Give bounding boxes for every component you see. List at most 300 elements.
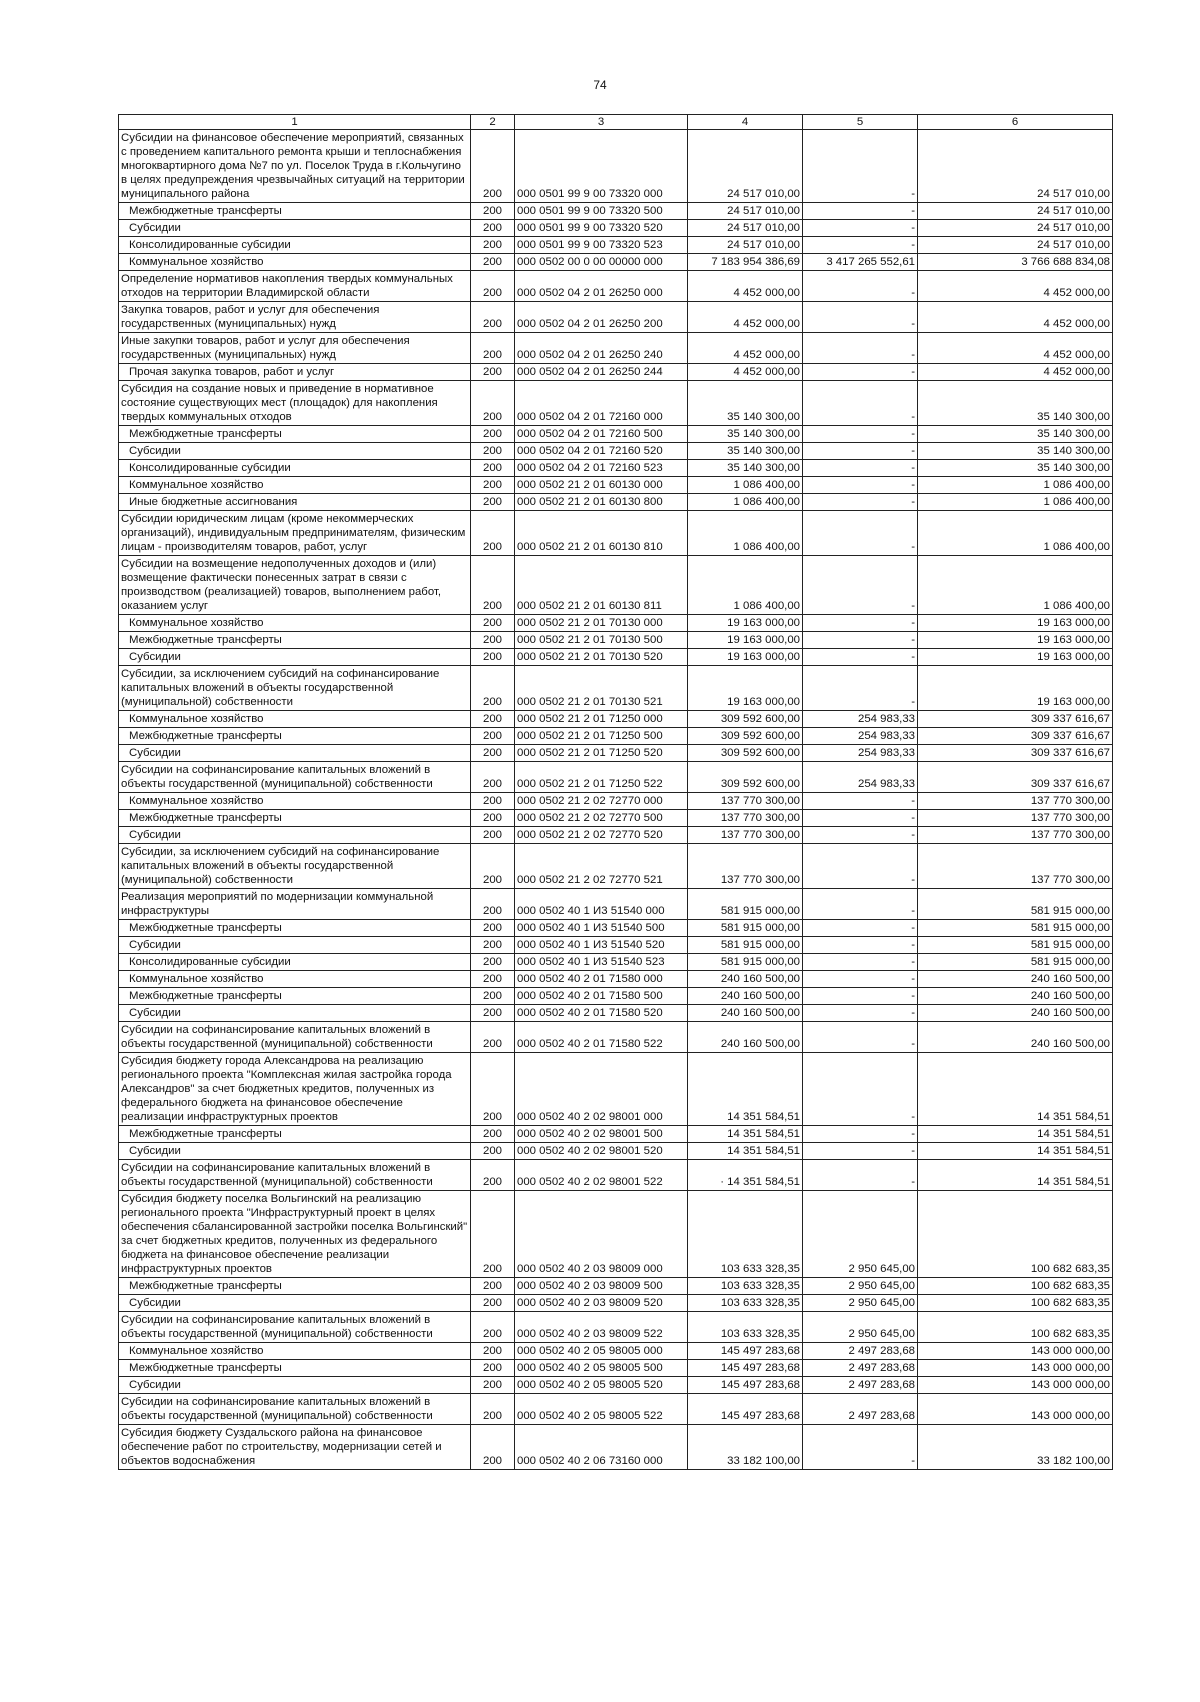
row-kbk-cell: 000 0502 04 2 01 72160 000	[515, 381, 688, 426]
row-value-col5: -	[803, 1126, 918, 1143]
row-value-col4: 33 182 100,00	[688, 1425, 803, 1470]
row-value-col4: 309 592 600,00	[688, 711, 803, 728]
table-row	[119, 477, 1113, 494]
row-value-col6: 4 452 000,00	[918, 302, 1113, 333]
row-value-col6: 19 163 000,00	[918, 666, 1113, 711]
row-code-cell: 200	[471, 810, 515, 827]
row-value-col4: 4 452 000,00	[688, 302, 803, 333]
row-value-col4: 4 452 000,00	[688, 333, 803, 364]
row-value-col6: 240 160 500,00	[918, 1005, 1113, 1022]
row-kbk-cell: 000 0502 40 1 И3 51540 520	[515, 937, 688, 954]
row-kbk-cell: 000 0502 40 2 05 98005 000	[515, 1343, 688, 1360]
row-value-col6: 35 140 300,00	[918, 443, 1113, 460]
row-name-cell: Субсидии	[119, 745, 471, 762]
row-value-col5: -	[803, 130, 918, 203]
row-name-cell: Определение нормативов накопления твердых коммунальных отходов на территории Владимирской области	[119, 271, 471, 302]
row-value-col6: 143 000 000,00	[918, 1377, 1113, 1394]
row-value-col4: 19 163 000,00	[688, 615, 803, 632]
row-value-col6: 137 770 300,00	[918, 827, 1113, 844]
row-value-col5: -	[803, 203, 918, 220]
row-kbk-cell: 000 0502 40 2 06 73160 000	[515, 1425, 688, 1470]
row-kbk-cell: 000 0502 40 2 05 98005 522	[515, 1394, 688, 1425]
row-kbk-cell: 000 0502 21 2 01 60130 000	[515, 477, 688, 494]
row-value-col5: -	[803, 1143, 918, 1160]
table-row	[119, 460, 1113, 477]
row-value-col5: -	[803, 511, 918, 556]
row-value-col4: 145 497 283,68	[688, 1343, 803, 1360]
row-kbk-cell: 000 0501 99 9 00 73320 520	[515, 220, 688, 237]
row-code-cell: 200	[471, 1295, 515, 1312]
row-value-col4: 137 770 300,00	[688, 810, 803, 827]
row-value-col5: -	[803, 1005, 918, 1022]
row-value-col4: 7 183 954 386,69	[688, 254, 803, 271]
row-code-cell: 200	[471, 666, 515, 711]
row-code-cell: 200	[471, 381, 515, 426]
row-name-cell: Межбюджетные трансферты	[119, 920, 471, 937]
table-row	[119, 844, 1113, 889]
row-value-col6: 14 351 584,51	[918, 1053, 1113, 1126]
page-number: 74	[593, 78, 607, 92]
row-value-col6: 581 915 000,00	[918, 937, 1113, 954]
row-kbk-cell: 000 0502 21 2 01 71250 000	[515, 711, 688, 728]
row-value-col5: 254 983,33	[803, 711, 918, 728]
row-value-col4: 1 086 400,00	[688, 494, 803, 511]
row-name-cell: Коммунальное хозяйство	[119, 1343, 471, 1360]
row-name-cell: Субсидии на софинансирование капитальных вложений в объекты государственной (муниципальной) собственности	[119, 1022, 471, 1053]
column-number-row	[119, 115, 1113, 130]
row-value-col6: 100 682 683,35	[918, 1312, 1113, 1343]
row-kbk-cell: 000 0502 04 2 01 26250 240	[515, 333, 688, 364]
row-value-col6: 33 182 100,00	[918, 1425, 1113, 1470]
row-value-col5: -	[803, 494, 918, 511]
table-row	[119, 649, 1113, 666]
row-value-col4: 581 915 000,00	[688, 920, 803, 937]
row-name-cell: Субсидии	[119, 1143, 471, 1160]
row-value-col5: -	[803, 793, 918, 810]
row-name-cell: Коммунальное хозяйство	[119, 254, 471, 271]
row-value-col5: -	[803, 937, 918, 954]
row-code-cell: 200	[471, 237, 515, 254]
row-code-cell: 200	[471, 971, 515, 988]
table-row	[119, 711, 1113, 728]
row-name-cell: Субсидии на софинансирование капитальных вложений в объекты государственной (муниципальной) собственности	[119, 762, 471, 793]
table-row	[119, 1191, 1113, 1278]
row-value-col6: 137 770 300,00	[918, 844, 1113, 889]
row-code-cell: 200	[471, 1160, 515, 1191]
table-row	[119, 443, 1113, 460]
row-value-col5: 2 497 283,68	[803, 1394, 918, 1425]
row-value-col4: 14 351 584,51	[688, 1126, 803, 1143]
table-row	[119, 1022, 1113, 1053]
row-value-col4: 24 517 010,00	[688, 130, 803, 203]
row-name-cell: Субсидии	[119, 1377, 471, 1394]
row-value-col5: -	[803, 988, 918, 1005]
row-value-col5: 2 950 645,00	[803, 1278, 918, 1295]
row-value-col5: -	[803, 364, 918, 381]
row-code-cell: 200	[471, 1360, 515, 1377]
row-value-col5: -	[803, 556, 918, 615]
row-name-cell: Субсидии юридическим лицам (кроме некоммерческих организаций), индивидуальным предпринимателям, физическим лицам - производителям товаров, работ, услуг	[119, 511, 471, 556]
row-name-cell: Субсидии	[119, 443, 471, 460]
row-name-cell: Межбюджетные трансферты	[119, 1126, 471, 1143]
row-name-cell: Коммунальное хозяйство	[119, 477, 471, 494]
row-kbk-cell: 000 0502 40 2 03 98009 500	[515, 1278, 688, 1295]
row-value-col4: 137 770 300,00	[688, 827, 803, 844]
row-value-col5: 2 497 283,68	[803, 1343, 918, 1360]
row-value-col6: 309 337 616,67	[918, 711, 1113, 728]
table-row	[119, 254, 1113, 271]
row-name-cell: Межбюджетные трансферты	[119, 988, 471, 1005]
row-value-col4: 24 517 010,00	[688, 220, 803, 237]
row-kbk-cell: 000 0502 40 1 И3 51540 523	[515, 954, 688, 971]
row-value-col5: -	[803, 920, 918, 937]
row-code-cell: 200	[471, 1394, 515, 1425]
row-code-cell: 200	[471, 1377, 515, 1394]
row-value-col6: 24 517 010,00	[918, 220, 1113, 237]
column-header-4: 4	[688, 115, 803, 130]
row-value-col5: -	[803, 1160, 918, 1191]
row-value-col6: 35 140 300,00	[918, 426, 1113, 443]
row-code-cell: 200	[471, 203, 515, 220]
table-row	[119, 203, 1113, 220]
row-value-col6: 1 086 400,00	[918, 556, 1113, 615]
column-header-6: 6	[918, 115, 1113, 130]
row-code-cell: 200	[471, 460, 515, 477]
table-row	[119, 615, 1113, 632]
table-row	[119, 632, 1113, 649]
row-name-cell: Иные закупки товаров, работ и услуг для обеспечения государственных (муниципальных) нужд	[119, 333, 471, 364]
row-value-col5: -	[803, 443, 918, 460]
row-kbk-cell: 000 0502 21 2 02 72770 500	[515, 810, 688, 827]
row-name-cell: Субсидии, за исключением субсидий на софинансирование капитальных вложений в объекты государственной (муниципальной) собственности	[119, 844, 471, 889]
row-code-cell: 200	[471, 954, 515, 971]
row-name-cell: Субсидия бюджету города Александрова на реализацию регионального проекта "Комплексная жилая застройка города Александров" за счет бюджетных кредитов, полученных из федерального бюджета на финансовое обеспечение реализации инфраструктурных проектов	[119, 1053, 471, 1126]
table-row	[119, 728, 1113, 745]
row-value-col5: -	[803, 302, 918, 333]
row-kbk-cell: 000 0502 40 2 02 98001 000	[515, 1053, 688, 1126]
row-value-col5: 2 950 645,00	[803, 1191, 918, 1278]
table-row	[119, 271, 1113, 302]
table-row	[119, 810, 1113, 827]
row-value-col4: 103 633 328,35	[688, 1295, 803, 1312]
table-row	[119, 381, 1113, 426]
row-name-cell: Субсидия бюджету поселка Вольгинский на реализацию регионального проекта "Инфраструктурный проект в целях обеспечения сбалансированной застройки поселка Вольгинский" за счет бюджетных кредитов, полученных из федерального бюджета на финансовое обеспечение реализации инфраструктурных проектов	[119, 1191, 471, 1278]
row-name-cell: Субсидии, за исключением субсидий на софинансирование капитальных вложений в объекты государственной (муниципальной) собственности	[119, 666, 471, 711]
row-value-col6: 35 140 300,00	[918, 381, 1113, 426]
row-value-col5: -	[803, 237, 918, 254]
row-value-col5: 2 497 283,68	[803, 1377, 918, 1394]
row-value-col6: 4 452 000,00	[918, 333, 1113, 364]
row-value-col6: 1 086 400,00	[918, 477, 1113, 494]
row-code-cell: 200	[471, 615, 515, 632]
table-row	[119, 237, 1113, 254]
column-header-3: 3	[515, 115, 688, 130]
row-value-col6: 4 452 000,00	[918, 364, 1113, 381]
row-kbk-cell: 000 0502 04 2 01 26250 200	[515, 302, 688, 333]
row-name-cell: Прочая закупка товаров, работ и услуг	[119, 364, 471, 381]
row-value-col6: 309 337 616,67	[918, 728, 1113, 745]
row-value-col4: 1 086 400,00	[688, 556, 803, 615]
row-value-col4: 137 770 300,00	[688, 793, 803, 810]
row-value-col6: 143 000 000,00	[918, 1343, 1113, 1360]
table-row	[119, 556, 1113, 615]
row-value-col4: 309 592 600,00	[688, 728, 803, 745]
row-code-cell: 200	[471, 556, 515, 615]
row-kbk-cell: 000 0502 21 2 01 60130 810	[515, 511, 688, 556]
row-name-cell: Межбюджетные трансферты	[119, 728, 471, 745]
row-kbk-cell: 000 0501 99 9 00 73320 500	[515, 203, 688, 220]
row-value-col5: 2 950 645,00	[803, 1312, 918, 1343]
row-name-cell: Межбюджетные трансферты	[119, 632, 471, 649]
table-row	[119, 511, 1113, 556]
table-row	[119, 1425, 1113, 1470]
row-value-col4: 35 140 300,00	[688, 426, 803, 443]
row-value-col6: 14 351 584,51	[918, 1126, 1113, 1143]
table-row	[119, 426, 1113, 443]
row-name-cell: Субсидии на софинансирование капитальных вложений в объекты государственной (муниципальной) собственности	[119, 1394, 471, 1425]
row-kbk-cell: 000 0502 40 2 05 98005 500	[515, 1360, 688, 1377]
row-code-cell: 200	[471, 1425, 515, 1470]
row-value-col6: 581 915 000,00	[918, 920, 1113, 937]
row-name-cell: Субсидии	[119, 1005, 471, 1022]
row-name-cell: Консолидированные субсидии	[119, 460, 471, 477]
row-kbk-cell: 000 0502 40 2 01 71580 522	[515, 1022, 688, 1053]
row-code-cell: 200	[471, 889, 515, 920]
row-name-cell: Коммунальное хозяйство	[119, 711, 471, 728]
row-name-cell: Субсидии на возмещение недополученных доходов и (или) возмещение фактически понесенных затрат в связи с производством (реализацией) товаров, выполнением работ, оказанием услуг	[119, 556, 471, 615]
row-name-cell: Субсидия бюджету Суздальского района на финансовое обеспечение работ по строительству, модернизации сетей и объектов водоснабжения	[119, 1425, 471, 1470]
row-code-cell: 200	[471, 130, 515, 203]
row-value-col5: -	[803, 426, 918, 443]
row-value-col6: 24 517 010,00	[918, 130, 1113, 203]
row-kbk-cell: 000 0502 21 2 01 70130 000	[515, 615, 688, 632]
table-row	[119, 1377, 1113, 1394]
budget-table	[118, 114, 1113, 1470]
table-row	[119, 1343, 1113, 1360]
table-body	[119, 130, 1113, 1470]
row-value-col6: 100 682 683,35	[918, 1278, 1113, 1295]
row-value-col6: 581 915 000,00	[918, 889, 1113, 920]
row-name-cell: Субсидии на софинансирование капитальных вложений в объекты государственной (муниципальной) собственности	[119, 1312, 471, 1343]
row-value-col5: -	[803, 954, 918, 971]
row-kbk-cell: 000 0502 21 2 01 60130 811	[515, 556, 688, 615]
table-row	[119, 364, 1113, 381]
row-value-col5: -	[803, 971, 918, 988]
row-name-cell: Консолидированные субсидии	[119, 237, 471, 254]
row-kbk-cell: 000 0502 04 2 01 72160 523	[515, 460, 688, 477]
row-value-col4: 24 517 010,00	[688, 237, 803, 254]
row-value-col4: 35 140 300,00	[688, 460, 803, 477]
row-value-col4: 240 160 500,00	[688, 971, 803, 988]
row-value-col4: 24 517 010,00	[688, 203, 803, 220]
row-code-cell: 200	[471, 426, 515, 443]
row-code-cell: 200	[471, 1126, 515, 1143]
row-value-col4: · 14 351 584,51	[688, 1160, 803, 1191]
row-value-col6: 1 086 400,00	[918, 494, 1113, 511]
row-kbk-cell: 000 0501 99 9 00 73320 523	[515, 237, 688, 254]
row-kbk-cell: 000 0501 99 9 00 73320 000	[515, 130, 688, 203]
row-value-col6: 137 770 300,00	[918, 810, 1113, 827]
row-value-col4: 103 633 328,35	[688, 1278, 803, 1295]
row-value-col4: 14 351 584,51	[688, 1143, 803, 1160]
row-name-cell: Субсидии	[119, 937, 471, 954]
row-value-col4: 240 160 500,00	[688, 1005, 803, 1022]
table-row	[119, 971, 1113, 988]
column-header-2: 2	[471, 115, 515, 130]
row-value-col5: -	[803, 827, 918, 844]
row-code-cell: 200	[471, 302, 515, 333]
column-header-1: 1	[119, 115, 471, 130]
row-value-col5: -	[803, 632, 918, 649]
row-value-col4: 19 163 000,00	[688, 666, 803, 711]
row-kbk-cell: 000 0502 40 2 03 98009 522	[515, 1312, 688, 1343]
table-row	[119, 793, 1113, 810]
row-code-cell: 200	[471, 937, 515, 954]
row-code-cell: 200	[471, 762, 515, 793]
row-kbk-cell: 000 0502 04 2 01 26250 000	[515, 271, 688, 302]
row-value-col6: 1 086 400,00	[918, 511, 1113, 556]
row-value-col6: 143 000 000,00	[918, 1360, 1113, 1377]
row-name-cell: Коммунальное хозяйство	[119, 971, 471, 988]
row-code-cell: 200	[471, 271, 515, 302]
row-name-cell: Субсидии	[119, 1295, 471, 1312]
row-value-col5: 254 983,33	[803, 762, 918, 793]
row-kbk-cell: 000 0502 40 2 02 98001 522	[515, 1160, 688, 1191]
row-kbk-cell: 000 0502 04 2 01 72160 520	[515, 443, 688, 460]
row-value-col5: 3 417 265 552,61	[803, 254, 918, 271]
row-value-col5: -	[803, 271, 918, 302]
table-row	[119, 1278, 1113, 1295]
row-value-col6: 14 351 584,51	[918, 1160, 1113, 1191]
row-name-cell: Межбюджетные трансферты	[119, 426, 471, 443]
table-row	[119, 666, 1113, 711]
row-value-col4: 14 351 584,51	[688, 1053, 803, 1126]
row-value-col4: 581 915 000,00	[688, 937, 803, 954]
row-code-cell: 200	[471, 920, 515, 937]
row-value-col6: 24 517 010,00	[918, 203, 1113, 220]
row-code-cell: 200	[471, 494, 515, 511]
row-value-col4: 145 497 283,68	[688, 1394, 803, 1425]
row-value-col6: 240 160 500,00	[918, 988, 1113, 1005]
table-row	[119, 302, 1113, 333]
row-name-cell: Субсидии на софинансирование капитальных вложений в объекты государственной (муниципальной) собственности	[119, 1160, 471, 1191]
row-value-col4: 4 452 000,00	[688, 364, 803, 381]
row-kbk-cell: 000 0502 21 2 01 71250 520	[515, 745, 688, 762]
row-name-cell: Иные бюджетные ассигнования	[119, 494, 471, 511]
table-row	[119, 762, 1113, 793]
row-kbk-cell: 000 0502 40 2 01 71580 000	[515, 971, 688, 988]
row-name-cell: Межбюджетные трансферты	[119, 203, 471, 220]
row-value-col6: 19 163 000,00	[918, 632, 1113, 649]
row-value-col5: 2 497 283,68	[803, 1360, 918, 1377]
row-name-cell: Субсидии	[119, 220, 471, 237]
row-value-col4: 103 633 328,35	[688, 1312, 803, 1343]
row-code-cell: 200	[471, 988, 515, 1005]
row-value-col6: 100 682 683,35	[918, 1295, 1113, 1312]
row-name-cell: Субсидии	[119, 649, 471, 666]
row-code-cell: 200	[471, 649, 515, 666]
table-row	[119, 889, 1113, 920]
row-kbk-cell: 000 0502 21 2 01 71250 500	[515, 728, 688, 745]
table-row	[119, 745, 1113, 762]
row-value-col5: -	[803, 1053, 918, 1126]
row-value-col4: 145 497 283,68	[688, 1377, 803, 1394]
row-code-cell: 200	[471, 1143, 515, 1160]
row-value-col5: -	[803, 889, 918, 920]
row-name-cell: Реализация мероприятий по модернизации коммунальной инфраструктуры	[119, 889, 471, 920]
row-value-col5: -	[803, 477, 918, 494]
row-code-cell: 200	[471, 728, 515, 745]
row-code-cell: 200	[471, 1343, 515, 1360]
row-code-cell: 200	[471, 443, 515, 460]
row-value-col5: -	[803, 1022, 918, 1053]
row-value-col5: -	[803, 381, 918, 426]
row-name-cell: Межбюджетные трансферты	[119, 1278, 471, 1295]
row-value-col4: 309 592 600,00	[688, 762, 803, 793]
table-row	[119, 954, 1113, 971]
row-value-col6: 24 517 010,00	[918, 237, 1113, 254]
row-value-col4: 309 592 600,00	[688, 745, 803, 762]
row-value-col4: 35 140 300,00	[688, 443, 803, 460]
row-kbk-cell: 000 0502 21 2 02 72770 521	[515, 844, 688, 889]
row-value-col4: 581 915 000,00	[688, 889, 803, 920]
row-name-cell: Закупка товаров, работ и услуг для обеспечения государственных (муниципальных) нужд	[119, 302, 471, 333]
row-kbk-cell: 000 0502 40 2 03 98009 520	[515, 1295, 688, 1312]
row-kbk-cell: 000 0502 40 2 02 98001 520	[515, 1143, 688, 1160]
row-kbk-cell: 000 0502 21 2 02 72770 000	[515, 793, 688, 810]
row-kbk-cell: 000 0502 40 2 02 98001 500	[515, 1126, 688, 1143]
row-value-col6: 137 770 300,00	[918, 793, 1113, 810]
row-name-cell: Субсидия на создание новых и приведение в нормативное состояние существующих мест (площадок) для накопления твердых коммунальных отходов	[119, 381, 471, 426]
row-code-cell: 200	[471, 1005, 515, 1022]
row-code-cell: 200	[471, 220, 515, 237]
row-value-col6: 4 452 000,00	[918, 271, 1113, 302]
table-row	[119, 920, 1113, 937]
table-row	[119, 494, 1113, 511]
row-name-cell: Межбюджетные трансферты	[119, 1360, 471, 1377]
row-value-col4: 4 452 000,00	[688, 271, 803, 302]
row-value-col5: 254 983,33	[803, 728, 918, 745]
row-value-col4: 137 770 300,00	[688, 844, 803, 889]
row-value-col5: -	[803, 333, 918, 364]
row-value-col5: -	[803, 844, 918, 889]
row-value-col6: 143 000 000,00	[918, 1394, 1113, 1425]
row-value-col6: 309 337 616,67	[918, 762, 1113, 793]
row-value-col4: 581 915 000,00	[688, 954, 803, 971]
row-value-col6: 309 337 616,67	[918, 745, 1113, 762]
row-kbk-cell: 000 0502 40 1 И3 51540 500	[515, 920, 688, 937]
row-value-col6: 240 160 500,00	[918, 1022, 1113, 1053]
row-code-cell: 200	[471, 364, 515, 381]
row-code-cell: 200	[471, 254, 515, 271]
row-value-col4: 103 633 328,35	[688, 1191, 803, 1278]
table-row	[119, 1126, 1113, 1143]
row-code-cell: 200	[471, 793, 515, 810]
row-code-cell: 200	[471, 511, 515, 556]
row-code-cell: 200	[471, 632, 515, 649]
row-value-col6: 100 682 683,35	[918, 1191, 1113, 1278]
row-name-cell: Субсидии на финансовое обеспечение мероприятий, связанных с проведением капитального ремонта крыши и теплоснабжения многоквартирного дома №7 по ул. Поселок Труда в г.Кольчугино в целях предупреждения чрезвычайных ситуаций на территории муниципального района	[119, 130, 471, 203]
row-value-col5: -	[803, 460, 918, 477]
row-value-col5: -	[803, 615, 918, 632]
row-value-col5: -	[803, 220, 918, 237]
row-value-col4: 240 160 500,00	[688, 988, 803, 1005]
row-kbk-cell: 000 0502 21 2 01 60130 800	[515, 494, 688, 511]
row-kbk-cell: 000 0502 40 2 01 71580 520	[515, 1005, 688, 1022]
row-value-col4: 19 163 000,00	[688, 632, 803, 649]
row-kbk-cell: 000 0502 40 2 01 71580 500	[515, 988, 688, 1005]
row-value-col4: 145 497 283,68	[688, 1360, 803, 1377]
